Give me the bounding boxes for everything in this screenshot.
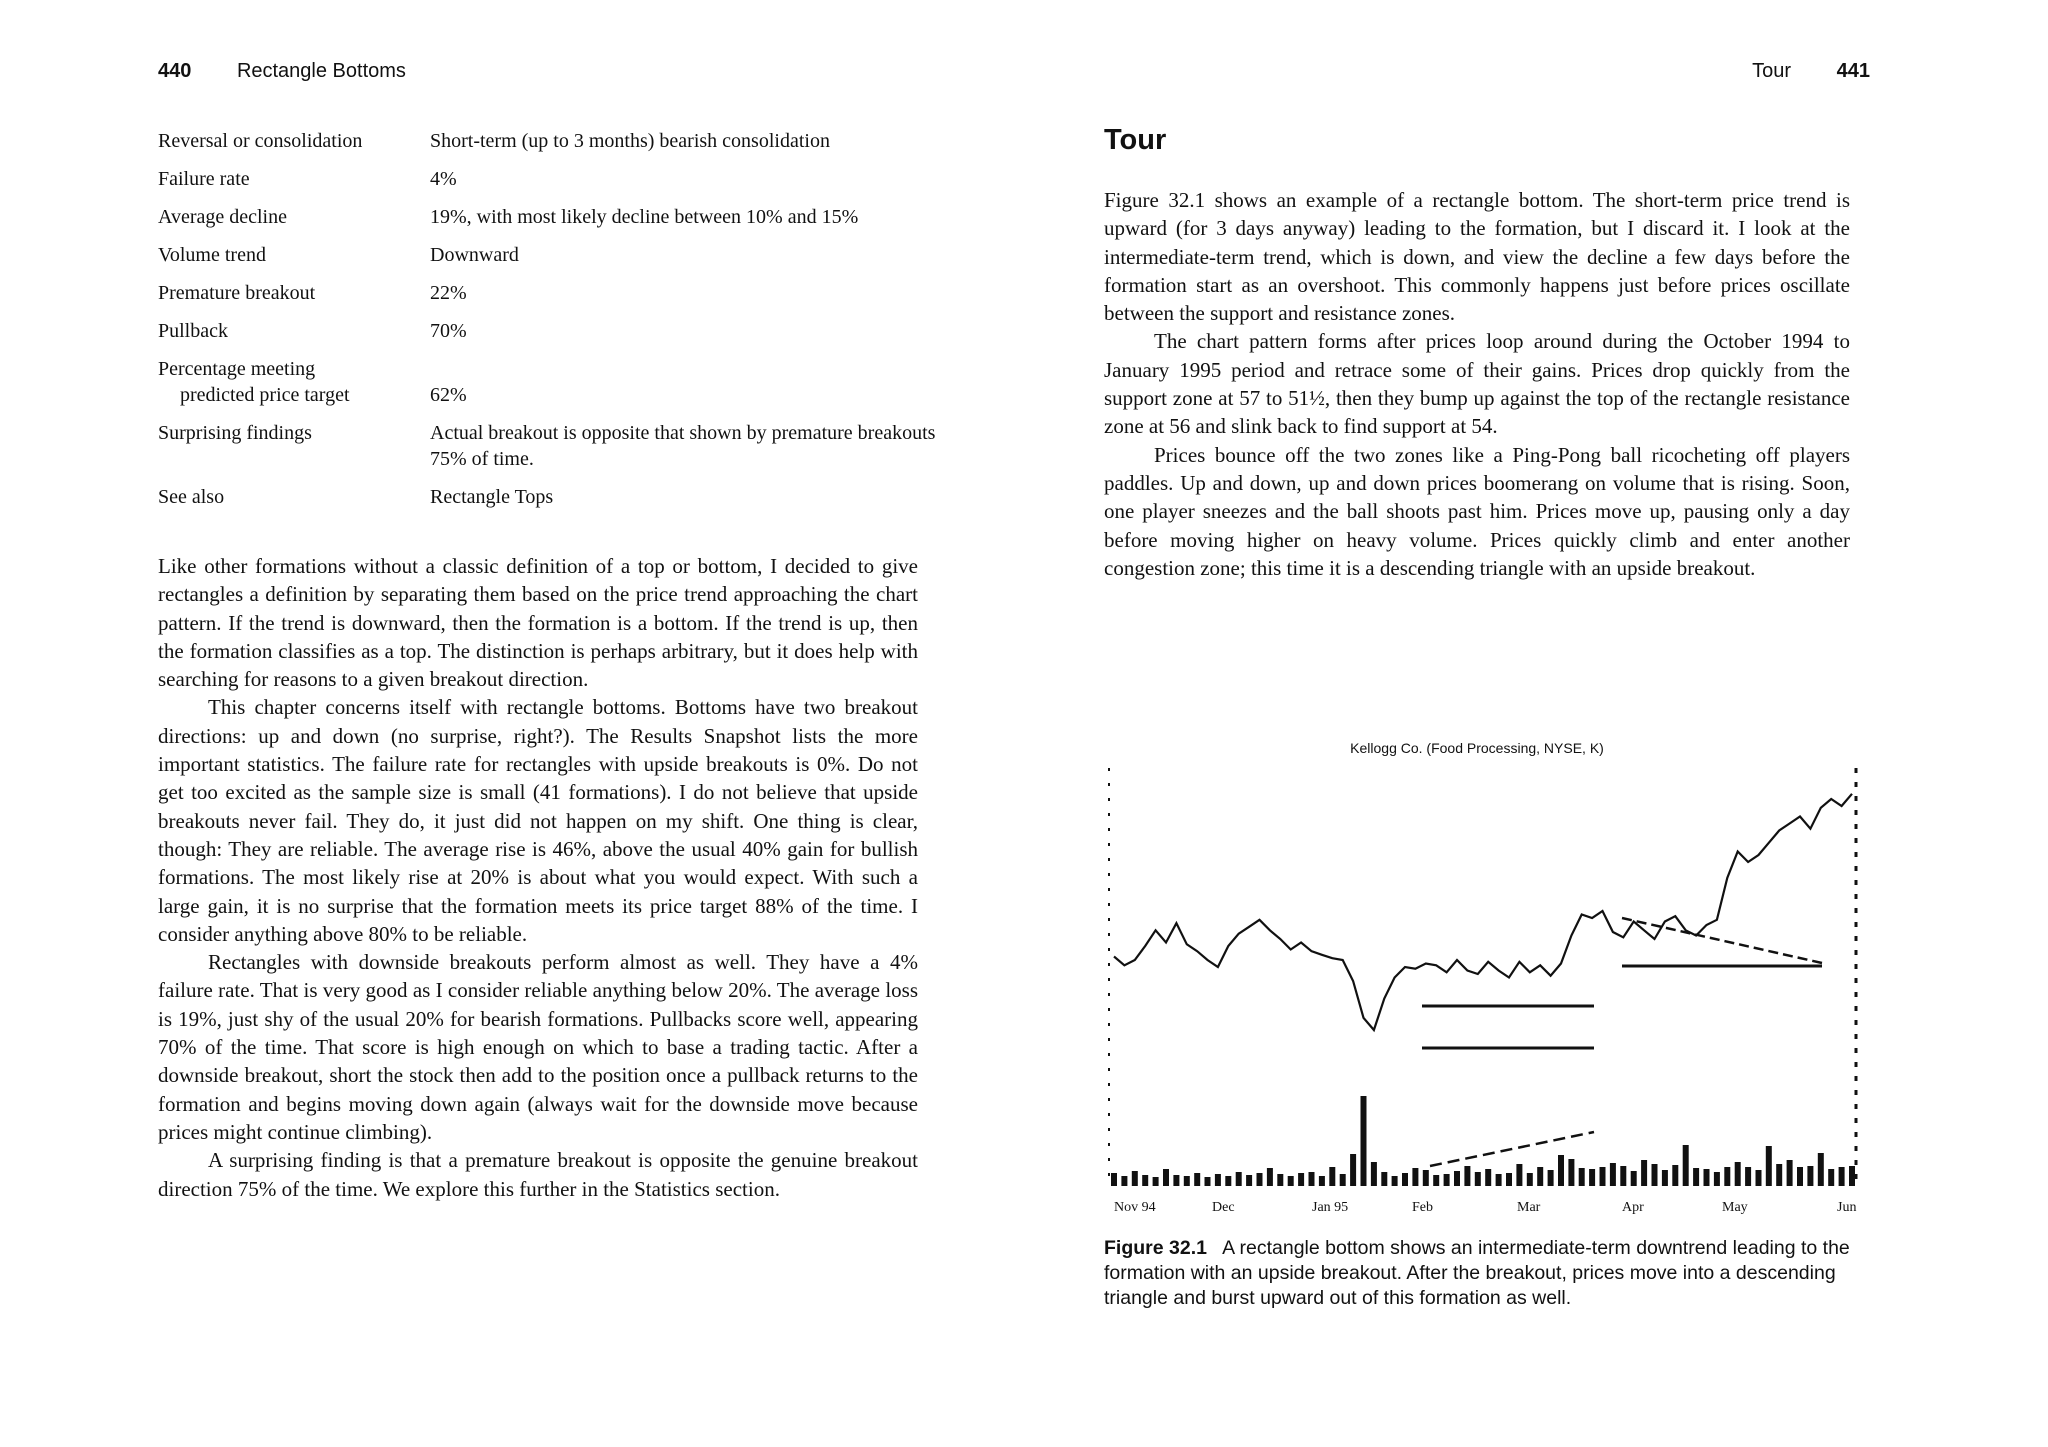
triangle-resistance-line: [1622, 918, 1822, 963]
right-body-text: [1104, 186, 1850, 582]
volume-bar: [1683, 1145, 1689, 1186]
volume-bar: [1298, 1173, 1304, 1186]
body-paragraph: Figure 32.1 shows an example of a rectangle bottom. The short-term price trend is upward (for 3 days anyway) leading to the formation, but I discard it. I look at the intermediate-term trend, which is down, and view the decline a few days before the formation start as an overshoot. This commonly happens just before prices oscillate between the support and resistance zones.: [1104, 188, 1850, 326]
volume-bar: [1537, 1167, 1543, 1186]
volume-bar: [1246, 1175, 1252, 1186]
volume-bar: [1464, 1166, 1470, 1186]
volume-bar: [1506, 1173, 1512, 1186]
volume-bar: [1693, 1168, 1699, 1186]
volume-bar: [1849, 1166, 1855, 1186]
volume-bar: [1558, 1155, 1564, 1186]
snapshot-row: [158, 280, 938, 318]
right-running-title: Tour: [1752, 60, 1792, 82]
right-page-number: 441: [1836, 60, 1870, 82]
volume-bar: [1184, 1176, 1190, 1186]
volume-bar: [1288, 1176, 1294, 1186]
snapshot-value: 62%: [430, 384, 467, 406]
volume-bar: [1641, 1160, 1647, 1186]
volume-bar: [1579, 1168, 1585, 1186]
volume-bar: [1797, 1167, 1803, 1186]
x-tick-label: Mar: [1517, 1200, 1541, 1215]
snapshot-value: Short-term (up to 3 months) bearish consolidation: [430, 130, 830, 152]
left-page-number: 440: [158, 60, 192, 82]
caption-label: Figure 32.1: [1104, 1237, 1207, 1259]
volume-bar: [1839, 1167, 1845, 1186]
volume-bar: [1496, 1174, 1502, 1186]
snapshot-row: [158, 128, 938, 166]
volume-bar: [1132, 1171, 1138, 1186]
x-tick-label: Jun: [1837, 1200, 1857, 1215]
volume-bar: [1277, 1174, 1283, 1186]
snapshot-key: Average decline: [158, 206, 287, 228]
volume-bar: [1163, 1169, 1169, 1186]
volume-bar: [1787, 1160, 1793, 1186]
body-paragraph: Prices bounce off the two zones like a Ping-Pong ball ricocheting off players paddles. Up and down, up and down prices boomerang on volume that is rising. Soon, one player sneezes and the ball shoots past him. Prices move up, pausing only a day before moving higher on heavy volume. Prices quickly climb and enter another congestion zone; this time it is a descending triangle with an upside breakout.: [1104, 442, 1850, 580]
volume-bar: [1371, 1162, 1377, 1186]
volume-bar: [1309, 1172, 1315, 1186]
volume-bar: [1807, 1166, 1813, 1186]
left-running-head: [158, 60, 406, 83]
price-series: [1114, 794, 1852, 1030]
snapshot-value: Rectangle Tops: [430, 486, 554, 508]
snapshot-value: 22%: [430, 282, 467, 304]
volume-bar: [1121, 1176, 1127, 1186]
snapshot-value: 4%: [430, 168, 457, 190]
x-tick-label: Dec: [1212, 1200, 1235, 1215]
snapshot-row: [158, 166, 938, 204]
snapshot-key: See also: [158, 486, 225, 508]
caption-text: A rectangle bottom shows an intermediate-term downtrend leading to the formation with an upside breakout. After the breakout, prices move into a descending triangle and burst upward out of this formation as well.: [1104, 1237, 1850, 1309]
volume-bar: [1610, 1163, 1616, 1186]
body-paragraph: A surprising finding is that a premature breakout is opposite the genuine breakout direction 75% of the time. We explore this further in the Statistics section.: [158, 1148, 918, 1201]
volume-bars: [1111, 1096, 1855, 1186]
x-tick-label: Feb: [1412, 1200, 1433, 1215]
volume-bar: [1818, 1153, 1824, 1186]
volume-bar: [1329, 1167, 1335, 1186]
price-volume-chart: [1102, 758, 1882, 1228]
snapshot-row: [158, 356, 938, 420]
volume-bar: [1412, 1168, 1418, 1186]
section-heading: Tour: [1104, 124, 1167, 156]
snapshot-row: [158, 242, 938, 280]
volume-bar: [1153, 1177, 1159, 1186]
volume-bar: [1361, 1096, 1367, 1186]
snapshot-row: [158, 484, 938, 522]
snapshot-row: [158, 204, 938, 242]
volume-bar: [1745, 1167, 1751, 1186]
snapshot-key: Reversal or consolidation: [158, 130, 363, 152]
volume-bar: [1340, 1174, 1346, 1186]
snapshot-key: Pullback: [158, 320, 228, 342]
x-axis-labels: [1114, 1200, 1856, 1215]
volume-bar: [1485, 1169, 1491, 1186]
volume-bar: [1392, 1176, 1398, 1186]
volume-bar: [1205, 1177, 1211, 1186]
snapshot-key: Premature breakout: [158, 282, 316, 304]
results-snapshot-table: [158, 128, 938, 522]
volume-bar: [1766, 1146, 1772, 1186]
volume-bar: [1444, 1174, 1450, 1186]
snapshot-value: 19%, with most likely decline between 10% and 15%: [430, 206, 859, 228]
body-paragraph: The chart pattern forms after prices loop around during the October 1994 to January 1995 period and retrace some of their gains. Prices drop quickly from the support zone at 57 to 51½, then they bump up against the top of the rectangle resistance zone at 56 and slink back to find support at 54.: [1104, 329, 1850, 439]
volume-bar: [1111, 1173, 1117, 1186]
volume-bar: [1257, 1173, 1263, 1186]
volume-bar: [1828, 1169, 1834, 1186]
volume-bar: [1381, 1172, 1387, 1186]
volume-bar: [1704, 1169, 1710, 1186]
volume-bar: [1631, 1171, 1637, 1186]
x-tick-label: Nov 94: [1114, 1200, 1156, 1215]
volume-bar: [1735, 1162, 1741, 1186]
body-paragraph: Rectangles with downside breakouts perform almost as well. They have a 4% failure rate. That is very good as I consider reliable anything below 20%. The average loss is 19%, just shy of the usual 20% for bearish formations. Pullbacks score well, appearing 70% of the time. That score is high enough on which to base a trading tactic. After a downside breakout, short the stock then add to the position once a pullback returns to the formation and begins moving down again (always wait for the downside move because prices might continue climbing).: [158, 950, 918, 1144]
volume-bar: [1454, 1171, 1460, 1186]
snapshot-key: Surprising findings: [158, 422, 312, 444]
right-page: [1024, 0, 2048, 1447]
snapshot-value: Downward: [430, 244, 519, 266]
volume-bar: [1662, 1170, 1668, 1186]
snapshot-row: [158, 318, 938, 356]
snapshot-key: Percentage meeting: [158, 358, 316, 380]
snapshot-value: 70%: [430, 320, 467, 342]
volume-bar: [1548, 1170, 1554, 1186]
x-tick-label: May: [1722, 1200, 1748, 1215]
x-tick-label: Apr: [1622, 1200, 1644, 1215]
volume-bar: [1776, 1164, 1782, 1186]
right-running-head: [1752, 60, 1870, 83]
snapshot-key-continued: predicted price target: [180, 384, 350, 406]
snapshot-key: Failure rate: [158, 168, 250, 190]
body-paragraph: Like other formations without a classic definition of a top or bottom, I decided to give rectangles a definition by separating them based on the price trend approaching the chart pattern. If the trend is downward, then the formation is a bottom. If the trend is up, then the formation classifies as a top. The distinction is perhaps arbitrary, but it does help with searching for reasons to a given breakout direction.: [158, 554, 918, 692]
volume-bar: [1142, 1175, 1148, 1186]
volume-bar: [1173, 1175, 1179, 1186]
snapshot-key: Volume trend: [158, 244, 266, 266]
snapshot-row: [158, 420, 938, 484]
volume-bar: [1402, 1173, 1408, 1186]
volume-bar: [1433, 1175, 1439, 1186]
left-running-title: Rectangle Bottoms: [236, 60, 406, 82]
volume-bar: [1568, 1159, 1574, 1186]
volume-bar: [1516, 1164, 1522, 1186]
volume-bar: [1756, 1170, 1762, 1186]
volume-bar: [1600, 1167, 1606, 1186]
volume-bar: [1267, 1168, 1273, 1186]
volume-bar: [1672, 1165, 1678, 1186]
volume-bar: [1319, 1176, 1325, 1186]
volume-bar: [1475, 1172, 1481, 1186]
body-paragraph: This chapter concerns itself with rectangle bottoms. Bottoms have two breakout directions: up and down (no surprise, right?). The Results Snapshot lists the more important statistics. The failure rate for rectangles with upside breakouts is 0%. Do not get too excited as the sample size is small (41 formations). I do not believe that upside breakouts never fail. They do, it just did not happen on my shift. One thing is clear, though: They are reliable. The average rise is 46%, above the usual 40% gain for bullish formations. The most likely rise at 20% is about what you would expect. With such a large gain, it is no surprise that the formation meets its price target 88% of the time. I consider anything above 80% to be reliable.: [158, 695, 918, 946]
volume-bar: [1589, 1169, 1595, 1186]
volume-bar: [1724, 1167, 1730, 1186]
volume-bar: [1225, 1176, 1231, 1186]
volume-bar: [1350, 1154, 1356, 1186]
figure-caption: [1104, 1236, 1864, 1311]
volume-bar: [1620, 1166, 1626, 1186]
pattern-lines: [1422, 918, 1822, 1166]
volume-bar: [1714, 1172, 1720, 1186]
volume-bar: [1527, 1173, 1533, 1186]
snapshot-value: Actual breakout is opposite that shown by premature breakouts 75% of time.: [430, 422, 936, 470]
volume-bar: [1215, 1174, 1221, 1186]
volume-bar: [1194, 1173, 1200, 1186]
chart-title: Kellogg Co. (Food Processing, NYSE, K): [1350, 740, 1604, 756]
x-tick-label: Jan 95: [1312, 1200, 1349, 1215]
left-body-text: [158, 552, 918, 1203]
volume-bar: [1652, 1164, 1658, 1186]
volume-bar: [1236, 1172, 1242, 1186]
volume-bar: [1423, 1170, 1429, 1186]
